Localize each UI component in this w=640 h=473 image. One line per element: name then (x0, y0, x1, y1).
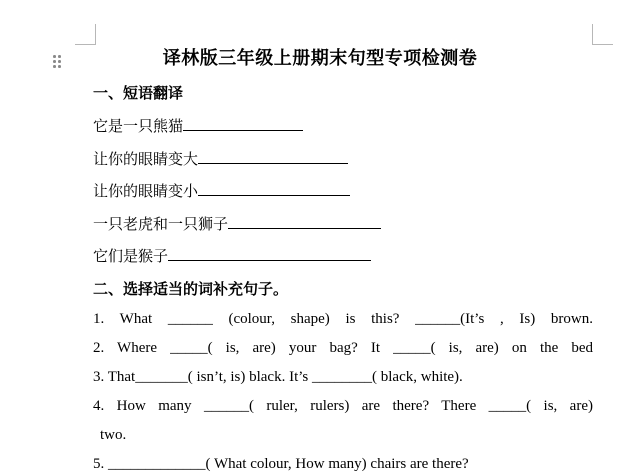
question-line: 4. How many ______( ruler, rulers) are there? There _____( is, are) (93, 398, 593, 414)
answer-blank[interactable] (168, 247, 371, 261)
phrase-item (93, 245, 371, 266)
document-title: 译林版三年级上册期末句型专项检测卷 (162, 48, 478, 69)
page-corner-mark-top-right (592, 24, 613, 45)
phrase-text: 一只老虎和一只狮子 (93, 215, 229, 233)
phrase-item (93, 213, 381, 234)
phrase-item (93, 115, 303, 136)
question-line: 3. That_______( isn’t, is) black. It’s ________( black, white). (93, 369, 463, 385)
answer-blank[interactable] (198, 182, 350, 196)
answer-blank[interactable] (183, 117, 303, 131)
question-line: 1. What ______ (colour, shape) is this? ______(It’s , Is) brown. (93, 311, 593, 327)
answer-blank[interactable] (228, 215, 381, 229)
section-heading-fill-in: 二、选择适当的词补充句子。 (93, 280, 289, 298)
section-heading-phrase-translation: 一、短语翻译 (93, 84, 184, 102)
question-line-continuation: two. (100, 427, 127, 443)
phrase-text: 它们是猴子 (93, 247, 169, 265)
page-corner-mark-top-left (75, 24, 96, 45)
phrase-text: 它是一只熊猫 (93, 117, 184, 135)
phrase-item (93, 180, 350, 201)
phrase-text: 让你的眼睛变大 (93, 150, 199, 168)
phrase-text: 让你的眼睛变小 (93, 182, 199, 200)
answer-blank[interactable] (198, 150, 348, 164)
phrase-item (93, 148, 348, 169)
question-line: 5. _____________( What colour, How many) chairs are there? (93, 456, 469, 472)
question-line: 2. Where _____( is, are) your bag? It _____( is, are) on the bed (93, 340, 593, 356)
